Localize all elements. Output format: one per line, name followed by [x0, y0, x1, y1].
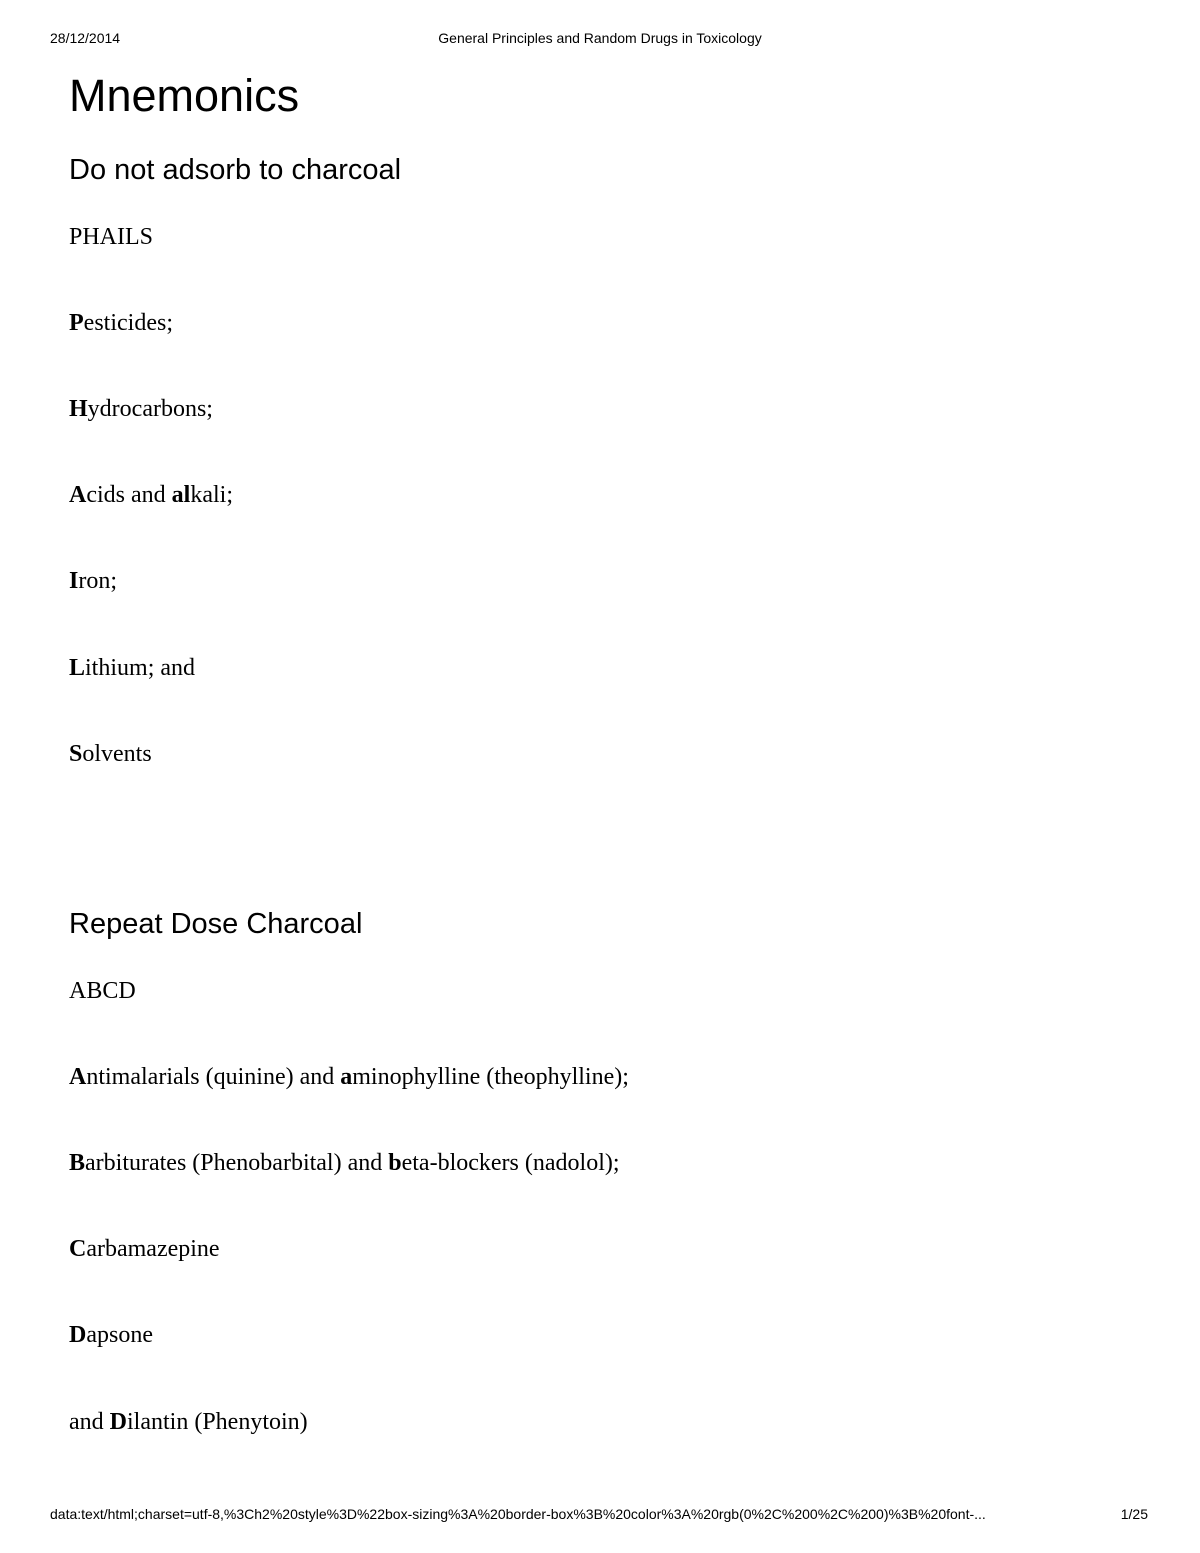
item-text: olvents [82, 741, 152, 767]
bold-letter: L [69, 655, 86, 681]
item-text: apsone [86, 1322, 153, 1348]
list-item [69, 1320, 153, 1350]
item-text: ntimalarials (quinine) and [86, 1064, 341, 1090]
list-item [69, 566, 117, 596]
item-text: cids and [86, 482, 172, 508]
bold-letter: al [171, 482, 191, 508]
print-footer [0, 1506, 1200, 1526]
section-heading-no-adsorb: Do not adsorb to charcoal [69, 154, 402, 186]
list-item [69, 1407, 308, 1437]
list-item [69, 1148, 620, 1178]
bold-letter: D [109, 1409, 127, 1435]
item-text: arbiturates (Phenobarbital) and [85, 1150, 389, 1176]
bold-letter: b [388, 1150, 402, 1176]
bold-letter: B [69, 1150, 86, 1176]
print-title: General Principles and Random Drugs in Toxicology [438, 30, 762, 46]
list-item [69, 394, 213, 424]
bold-letter: a [340, 1064, 353, 1090]
bold-letter: I [69, 568, 79, 594]
bold-letter: S [69, 741, 83, 767]
item-text: ron; [78, 568, 118, 594]
print-date: 28/12/2014 [50, 30, 121, 46]
item-text: eta-blockers (nadolol); [401, 1150, 620, 1176]
list-item [69, 1062, 629, 1092]
item-text: ilantin (Phenytoin) [127, 1409, 308, 1435]
bold-letter: A [69, 1064, 87, 1090]
item-text: and [69, 1409, 110, 1435]
list-item [69, 653, 195, 683]
page-title: Mnemonics [69, 70, 300, 121]
item-text: ydrocarbons; [87, 396, 213, 422]
list-item [69, 308, 173, 338]
list-item [69, 739, 152, 769]
mnemonic-phails: PHAILS [69, 224, 154, 250]
print-header [0, 30, 1200, 50]
item-text: minophylline (theophylline); [352, 1064, 629, 1090]
bold-letter: H [69, 396, 88, 422]
mnemonic-abcd: ABCD [69, 978, 136, 1004]
list-item [69, 1234, 220, 1264]
section-heading-repeat-dose: Repeat Dose Charcoal [69, 908, 363, 940]
item-text: esticides; [83, 310, 173, 336]
bold-letter: A [69, 482, 87, 508]
bold-letter: D [69, 1322, 87, 1348]
bold-letter: C [69, 1236, 87, 1262]
bold-letter: P [69, 310, 84, 336]
print-url: data:text/html;charset=utf-8,%3Ch2%20style%3D%22box-sizing%3A%20border-box%3B%20color%3A%20rgb(0%2C%200%2C%200)%3B%20font-... [50, 1506, 986, 1522]
item-text: arbamazepine [86, 1236, 220, 1262]
page-number: 1/25 [1120, 1506, 1148, 1522]
item-text: ithium; and [85, 655, 196, 681]
item-text: kali; [190, 482, 233, 508]
list-item [69, 480, 233, 510]
